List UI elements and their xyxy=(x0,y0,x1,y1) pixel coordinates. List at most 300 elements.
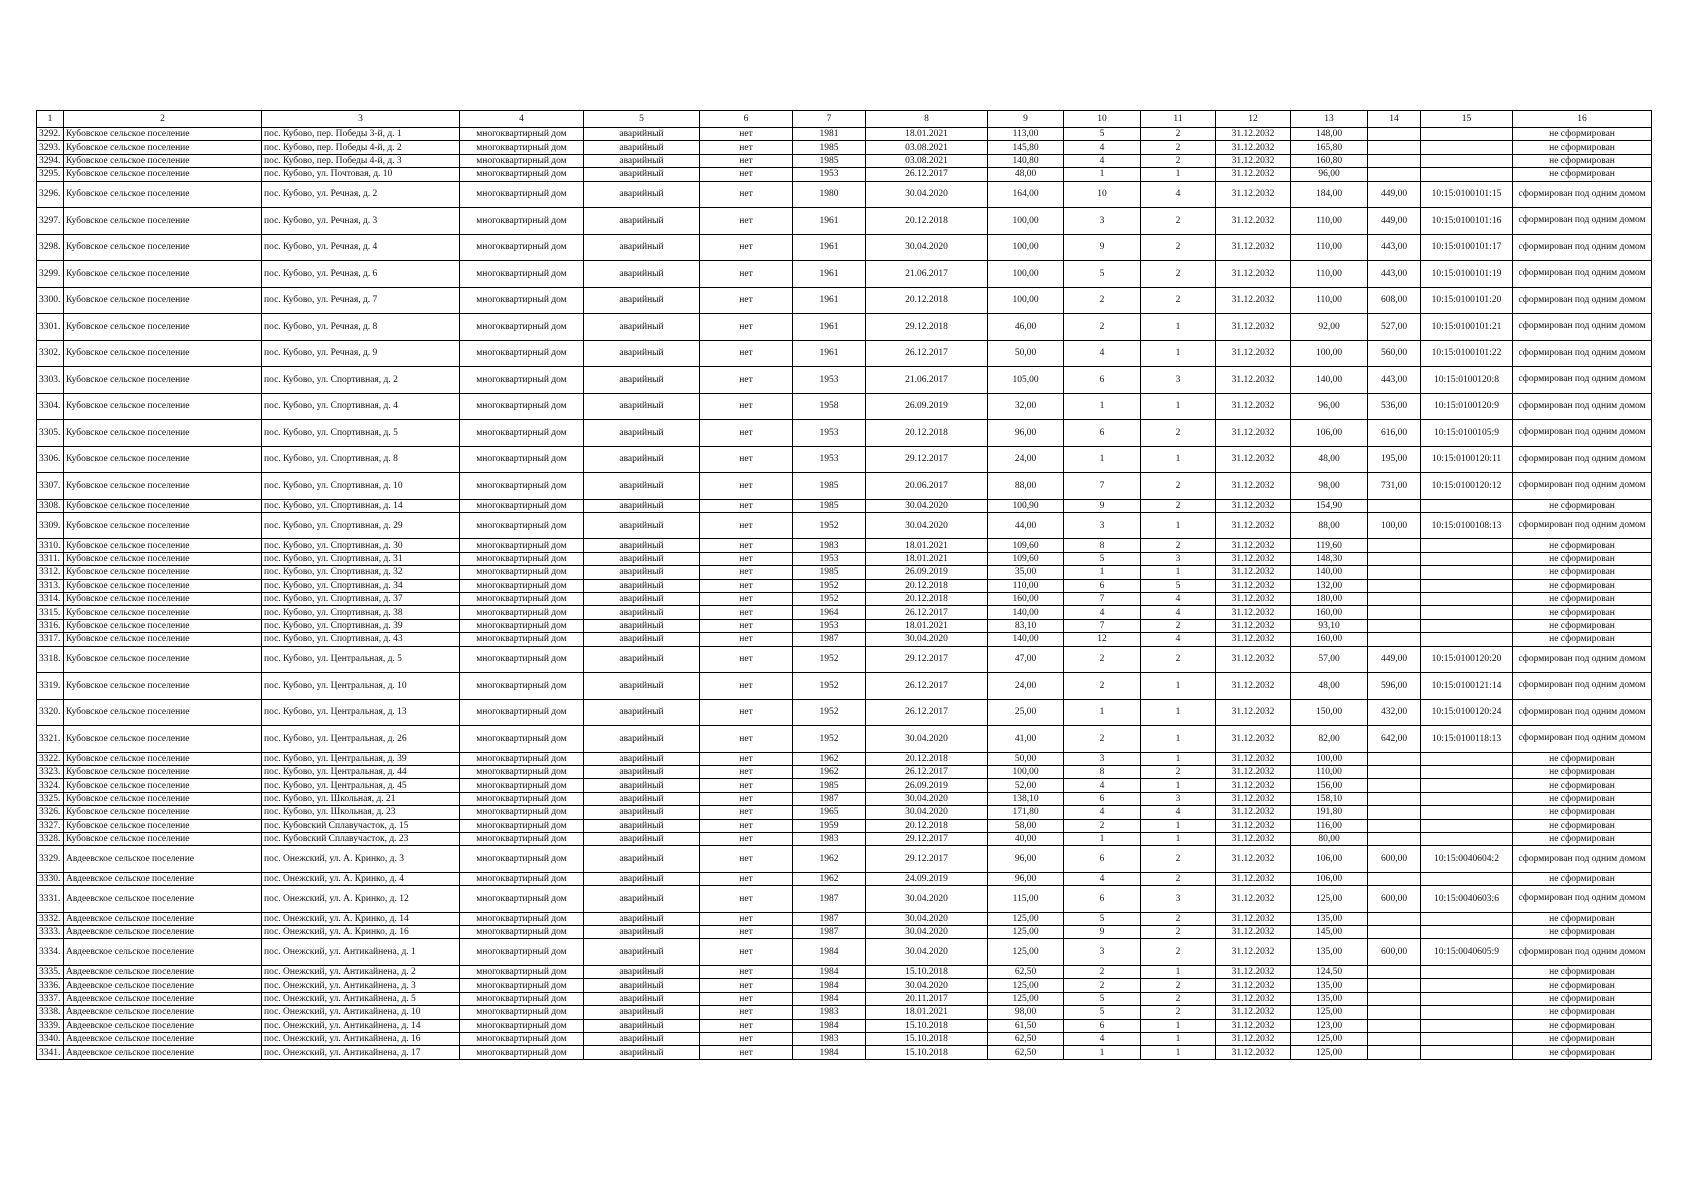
cell-cadastral-number xyxy=(1421,1019,1513,1032)
cell-row-number: 3318. xyxy=(37,646,64,673)
cell-settlement: Кубовское сельское поселение xyxy=(64,208,262,235)
table-row xyxy=(37,579,1652,592)
cell-residents-count: 1 xyxy=(1064,566,1141,579)
cell-settlement: Кубовское сельское поселение xyxy=(64,619,262,632)
cell-recognition-date: 30.04.2020 xyxy=(866,499,988,512)
cell-recognition-date: 26.12.2017 xyxy=(866,673,988,700)
cell-land-area xyxy=(1368,579,1421,592)
cell-address: пос. Онежский, ул. Антикайнена, д. 16 xyxy=(262,1032,460,1045)
cell-premises-count: 1 xyxy=(1141,1019,1216,1032)
cell-resettlement-deadline: 31.12.2032 xyxy=(1216,128,1291,141)
cell-building-type: многоквартирный дом xyxy=(460,566,584,579)
table-row xyxy=(37,872,1652,885)
table-row xyxy=(37,181,1652,208)
cell-building-type: многоквартирный дом xyxy=(460,1046,584,1059)
cell-total-area: 96,00 xyxy=(1291,168,1368,181)
cell-area: 58,00 xyxy=(988,819,1064,832)
cell-premises-count: 4 xyxy=(1141,633,1216,646)
cell-building-type: многоквартирный дом xyxy=(460,234,584,261)
cell-row-number: 3306. xyxy=(37,446,64,473)
cell-recognition-date: 20.12.2018 xyxy=(866,420,988,447)
cell-area: 140,00 xyxy=(988,633,1064,646)
cell-recognition-date: 20.12.2018 xyxy=(866,593,988,606)
cell-premises-count: 1 xyxy=(1141,1032,1216,1045)
cell-total-area: 110,00 xyxy=(1291,765,1368,778)
cell-land-area xyxy=(1368,992,1421,1005)
cell-year-built: 1965 xyxy=(793,806,866,819)
cell-recognition-date: 30.04.2020 xyxy=(866,726,988,753)
cell-condition: аварийный xyxy=(584,726,700,753)
cell-total-area: 156,00 xyxy=(1291,779,1368,792)
table-row xyxy=(37,593,1652,606)
cell-building-type: многоквартирный дом xyxy=(460,886,584,913)
cell-condition: аварийный xyxy=(584,539,700,552)
cell-year-built: 1985 xyxy=(793,779,866,792)
cell-area: 164,00 xyxy=(988,181,1064,208)
cell-land-plot-status: сформирован под одним домом xyxy=(1513,473,1652,500)
cell-building-type: многоквартирный дом xyxy=(460,181,584,208)
table-row xyxy=(37,446,1652,473)
cell-condition: аварийный xyxy=(584,926,700,939)
cell-area: 62,50 xyxy=(988,965,1064,978)
cell-row-number: 3313. xyxy=(37,579,64,592)
cell-land-area: 449,00 xyxy=(1368,181,1421,208)
cell-recognition-date: 26.12.2017 xyxy=(866,606,988,619)
cell-year-built: 1952 xyxy=(793,593,866,606)
cell-total-area: 106,00 xyxy=(1291,420,1368,447)
cell-residents-count: 5 xyxy=(1064,128,1141,141)
cell-building-type: многоквартирный дом xyxy=(460,473,584,500)
cell-area: 25,00 xyxy=(988,699,1064,726)
cell-land-plot-status: не сформирован xyxy=(1513,1032,1652,1045)
table-row xyxy=(37,473,1652,500)
table-row xyxy=(37,234,1652,261)
table-row xyxy=(37,779,1652,792)
cell-recognition-date: 26.12.2017 xyxy=(866,765,988,778)
cell-building-type: многоквартирный дом xyxy=(460,646,584,673)
cell-land-plot-status: не сформирован xyxy=(1513,1019,1652,1032)
cell-total-area: 80,00 xyxy=(1291,832,1368,845)
cell-year-built: 1981 xyxy=(793,128,866,141)
cell-area: 100,00 xyxy=(988,765,1064,778)
cell-resettlement-deadline: 31.12.2032 xyxy=(1216,314,1291,341)
cell-address: пос. Онежский, ул. А. Кринко, д. 3 xyxy=(262,846,460,873)
cell-year-built: 1962 xyxy=(793,752,866,765)
cell-demolition-flag: нет xyxy=(700,699,793,726)
cell-year-built: 1962 xyxy=(793,872,866,885)
cell-settlement: Кубовское сельское поселение xyxy=(64,499,262,512)
cell-condition: аварийный xyxy=(584,168,700,181)
cell-row-number: 3332. xyxy=(37,912,64,925)
cell-settlement: Кубовское сельское поселение xyxy=(64,420,262,447)
cell-residents-count: 6 xyxy=(1064,367,1141,394)
cell-row-number: 3329. xyxy=(37,846,64,873)
cell-area: 96,00 xyxy=(988,846,1064,873)
cell-residents-count: 1 xyxy=(1064,832,1141,845)
cell-year-built: 1953 xyxy=(793,552,866,565)
cell-condition: аварийный xyxy=(584,579,700,592)
cell-residents-count: 1 xyxy=(1064,699,1141,726)
table-row xyxy=(37,846,1652,873)
cell-premises-count: 2 xyxy=(1141,154,1216,167)
cell-residents-count: 4 xyxy=(1064,872,1141,885)
cell-land-plot-status: сформирован под одним домом xyxy=(1513,287,1652,314)
cell-recognition-date: 03.08.2021 xyxy=(866,154,988,167)
cell-area: 61,50 xyxy=(988,1019,1064,1032)
cell-premises-count: 2 xyxy=(1141,646,1216,673)
cell-building-type: многоквартирный дом xyxy=(460,939,584,966)
cell-year-built: 1953 xyxy=(793,446,866,473)
cell-address: пос. Кубово, ул. Спортивная, д. 32 xyxy=(262,566,460,579)
cell-year-built: 1953 xyxy=(793,619,866,632)
cell-demolition-flag: нет xyxy=(700,1006,793,1019)
cell-total-area: 160,00 xyxy=(1291,633,1368,646)
cell-cadastral-number xyxy=(1421,765,1513,778)
cell-residents-count: 1 xyxy=(1064,168,1141,181)
cell-address: пос. Кубово, ул. Речная, д. 7 xyxy=(262,287,460,314)
cell-demolition-flag: нет xyxy=(700,939,793,966)
cell-land-area xyxy=(1368,619,1421,632)
cell-total-area: 158,10 xyxy=(1291,792,1368,805)
cell-address: пос. Кубово, ул. Спортивная, д. 14 xyxy=(262,499,460,512)
cell-settlement: Кубовское сельское поселение xyxy=(64,765,262,778)
cell-land-plot-status: не сформирован xyxy=(1513,154,1652,167)
cell-total-area: 48,00 xyxy=(1291,446,1368,473)
cell-address: пос. Кубово, ул. Центральная, д. 44 xyxy=(262,765,460,778)
cell-land-plot-status: сформирован под одним домом xyxy=(1513,446,1652,473)
cell-area: 83,10 xyxy=(988,619,1064,632)
table-body xyxy=(37,128,1652,1060)
cell-cadastral-number xyxy=(1421,606,1513,619)
table-row xyxy=(37,314,1652,341)
cell-condition: аварийный xyxy=(584,979,700,992)
cell-area: 48,00 xyxy=(988,168,1064,181)
cell-land-area xyxy=(1368,539,1421,552)
cell-residents-count: 5 xyxy=(1064,261,1141,288)
cell-demolition-flag: нет xyxy=(700,992,793,1005)
cell-residents-count: 3 xyxy=(1064,512,1141,539)
table-row xyxy=(37,939,1652,966)
cell-resettlement-deadline: 31.12.2032 xyxy=(1216,912,1291,925)
cell-row-number: 3309. xyxy=(37,512,64,539)
table-row xyxy=(37,539,1652,552)
cell-demolition-flag: нет xyxy=(700,579,793,592)
cell-settlement: Кубовское сельское поселение xyxy=(64,752,262,765)
table-row xyxy=(37,926,1652,939)
cell-land-plot-status: сформирован под одним домом xyxy=(1513,181,1652,208)
cell-premises-count: 3 xyxy=(1141,367,1216,394)
cell-row-number: 3310. xyxy=(37,539,64,552)
cell-year-built: 1952 xyxy=(793,699,866,726)
cell-row-number: 3305. xyxy=(37,420,64,447)
cell-year-built: 1984 xyxy=(793,939,866,966)
table-row xyxy=(37,965,1652,978)
cell-premises-count: 1 xyxy=(1141,752,1216,765)
cell-cadastral-number xyxy=(1421,566,1513,579)
cell-total-area: 57,00 xyxy=(1291,646,1368,673)
cell-total-area: 123,00 xyxy=(1291,1019,1368,1032)
table-row xyxy=(37,726,1652,753)
cell-land-plot-status: сформирован под одним домом xyxy=(1513,234,1652,261)
cell-area: 100,00 xyxy=(988,208,1064,235)
table-row xyxy=(37,886,1652,913)
cell-resettlement-deadline: 31.12.2032 xyxy=(1216,287,1291,314)
cell-premises-count: 1 xyxy=(1141,819,1216,832)
cell-land-plot-status: не сформирован xyxy=(1513,832,1652,845)
cell-premises-count: 2 xyxy=(1141,499,1216,512)
cell-premises-count: 1 xyxy=(1141,340,1216,367)
cell-total-area: 124,50 xyxy=(1291,965,1368,978)
cell-building-type: многоквартирный дом xyxy=(460,806,584,819)
cell-demolition-flag: нет xyxy=(700,846,793,873)
cell-demolition-flag: нет xyxy=(700,168,793,181)
cell-recognition-date: 21.06.2017 xyxy=(866,261,988,288)
cell-land-plot-status: сформирован под одним домом xyxy=(1513,393,1652,420)
cell-settlement: Кубовское сельское поселение xyxy=(64,128,262,141)
cell-resettlement-deadline: 31.12.2032 xyxy=(1216,539,1291,552)
cell-address: пос. Кубово, ул. Спортивная, д. 34 xyxy=(262,579,460,592)
table-row xyxy=(37,979,1652,992)
cell-condition: аварийный xyxy=(584,792,700,805)
column-header-7: 7 xyxy=(793,111,866,128)
cell-area: 109,60 xyxy=(988,552,1064,565)
cell-resettlement-deadline: 31.12.2032 xyxy=(1216,939,1291,966)
cell-premises-count: 4 xyxy=(1141,181,1216,208)
cell-row-number: 3308. xyxy=(37,499,64,512)
cell-recognition-date: 30.04.2020 xyxy=(866,939,988,966)
cell-building-type: многоквартирный дом xyxy=(460,699,584,726)
cell-residents-count: 6 xyxy=(1064,886,1141,913)
cell-row-number: 3298. xyxy=(37,234,64,261)
cell-residents-count: 2 xyxy=(1064,673,1141,700)
cell-demolition-flag: нет xyxy=(700,261,793,288)
cell-premises-count: 2 xyxy=(1141,261,1216,288)
cell-land-area xyxy=(1368,633,1421,646)
cell-condition: аварийный xyxy=(584,512,700,539)
table-row xyxy=(37,673,1652,700)
cell-cadastral-number: 10:15:0100121:14 xyxy=(1421,673,1513,700)
cell-year-built: 1985 xyxy=(793,566,866,579)
cell-premises-count: 2 xyxy=(1141,846,1216,873)
cell-land-plot-status: не сформирован xyxy=(1513,752,1652,765)
cell-condition: аварийный xyxy=(584,340,700,367)
cell-residents-count: 4 xyxy=(1064,154,1141,167)
cell-demolition-flag: нет xyxy=(700,792,793,805)
cell-land-plot-status: не сформирован xyxy=(1513,593,1652,606)
cell-land-area xyxy=(1368,806,1421,819)
cell-cadastral-number xyxy=(1421,619,1513,632)
cell-recognition-date: 26.09.2019 xyxy=(866,779,988,792)
table-row xyxy=(37,499,1652,512)
cell-condition: аварийный xyxy=(584,566,700,579)
cell-recognition-date: 29.12.2017 xyxy=(866,646,988,673)
cell-recognition-date: 15.10.2018 xyxy=(866,1019,988,1032)
cell-building-type: многоквартирный дом xyxy=(460,420,584,447)
cell-land-plot-status: не сформирован xyxy=(1513,141,1652,154)
cell-building-type: многоквартирный дом xyxy=(460,287,584,314)
cell-land-plot-status: не сформирован xyxy=(1513,539,1652,552)
cell-land-area xyxy=(1368,979,1421,992)
cell-total-area: 106,00 xyxy=(1291,872,1368,885)
cell-address: пос. Кубово, ул. Спортивная, д. 10 xyxy=(262,473,460,500)
cell-cadastral-number: 10:15:0040605:9 xyxy=(1421,939,1513,966)
table-row xyxy=(37,792,1652,805)
cell-demolition-flag: нет xyxy=(700,912,793,925)
cell-land-plot-status: сформирован под одним домом xyxy=(1513,939,1652,966)
cell-resettlement-deadline: 31.12.2032 xyxy=(1216,446,1291,473)
cell-settlement: Кубовское сельское поселение xyxy=(64,593,262,606)
cell-building-type: многоквартирный дом xyxy=(460,752,584,765)
cell-land-plot-status: не сформирован xyxy=(1513,579,1652,592)
cell-premises-count: 1 xyxy=(1141,832,1216,845)
cell-resettlement-deadline: 31.12.2032 xyxy=(1216,168,1291,181)
cell-cadastral-number xyxy=(1421,499,1513,512)
cell-address: пос. Онежский, ул. А. Кринко, д. 14 xyxy=(262,912,460,925)
cell-row-number: 3311. xyxy=(37,552,64,565)
cell-resettlement-deadline: 31.12.2032 xyxy=(1216,141,1291,154)
cell-cadastral-number xyxy=(1421,1032,1513,1045)
cell-area: 125,00 xyxy=(988,926,1064,939)
column-header-15: 15 xyxy=(1421,111,1513,128)
cell-total-area: 119,60 xyxy=(1291,539,1368,552)
cell-land-area: 560,00 xyxy=(1368,340,1421,367)
cell-building-type: многоквартирный дом xyxy=(460,154,584,167)
cell-condition: аварийный xyxy=(584,779,700,792)
cell-land-plot-status: не сформирован xyxy=(1513,606,1652,619)
cell-year-built: 1985 xyxy=(793,473,866,500)
cell-year-built: 1952 xyxy=(793,579,866,592)
cell-address: пос. Кубово, ул. Спортивная, д. 8 xyxy=(262,446,460,473)
cell-land-area xyxy=(1368,593,1421,606)
cell-premises-count: 1 xyxy=(1141,446,1216,473)
cell-address: пос. Кубово, ул. Спортивная, д. 31 xyxy=(262,552,460,565)
cell-recognition-date: 18.01.2021 xyxy=(866,539,988,552)
table-row xyxy=(37,1046,1652,1059)
cell-land-area: 731,00 xyxy=(1368,473,1421,500)
cell-cadastral-number: 10:15:0100108:13 xyxy=(1421,512,1513,539)
cell-settlement: Кубовское сельское поселение xyxy=(64,646,262,673)
cell-condition: аварийный xyxy=(584,992,700,1005)
cell-demolition-flag: нет xyxy=(700,181,793,208)
cell-row-number: 3304. xyxy=(37,393,64,420)
table-row xyxy=(37,420,1652,447)
cell-row-number: 3296. xyxy=(37,181,64,208)
cell-recognition-date: 18.01.2021 xyxy=(866,619,988,632)
cell-land-plot-status: не сформирован xyxy=(1513,792,1652,805)
cell-land-plot-status: сформирован под одним домом xyxy=(1513,699,1652,726)
cell-recognition-date: 26.12.2017 xyxy=(866,340,988,367)
cell-condition: аварийный xyxy=(584,128,700,141)
cell-land-area: 600,00 xyxy=(1368,846,1421,873)
cell-resettlement-deadline: 31.12.2032 xyxy=(1216,752,1291,765)
cell-recognition-date: 26.12.2017 xyxy=(866,168,988,181)
table-row xyxy=(37,287,1652,314)
cell-land-area: 449,00 xyxy=(1368,646,1421,673)
cell-resettlement-deadline: 31.12.2032 xyxy=(1216,1046,1291,1059)
table-row xyxy=(37,752,1652,765)
cell-total-area: 106,00 xyxy=(1291,846,1368,873)
cell-building-type: многоквартирный дом xyxy=(460,673,584,700)
cell-land-plot-status: не сформирован xyxy=(1513,566,1652,579)
cell-cadastral-number xyxy=(1421,872,1513,885)
cell-cadastral-number: 10:15:0100101:19 xyxy=(1421,261,1513,288)
cell-condition: аварийный xyxy=(584,819,700,832)
cell-year-built: 1984 xyxy=(793,992,866,1005)
cell-condition: аварийный xyxy=(584,367,700,394)
cell-condition: аварийный xyxy=(584,646,700,673)
cell-year-built: 1983 xyxy=(793,539,866,552)
cell-premises-count: 2 xyxy=(1141,287,1216,314)
cell-total-area: 165,80 xyxy=(1291,141,1368,154)
column-header-9: 9 xyxy=(988,111,1064,128)
cell-demolition-flag: нет xyxy=(700,633,793,646)
cell-demolition-flag: нет xyxy=(700,726,793,753)
cell-row-number: 3327. xyxy=(37,819,64,832)
cell-row-number: 3294. xyxy=(37,154,64,167)
cell-address: пос. Кубово, ул. Центральная, д. 39 xyxy=(262,752,460,765)
cell-total-area: 96,00 xyxy=(1291,393,1368,420)
cell-settlement: Авдеевское сельское поселение xyxy=(64,1046,262,1059)
cell-resettlement-deadline: 31.12.2032 xyxy=(1216,208,1291,235)
cell-year-built: 1980 xyxy=(793,181,866,208)
cell-total-area: 154,90 xyxy=(1291,499,1368,512)
cell-land-area xyxy=(1368,1032,1421,1045)
cell-land-plot-status: сформирован под одним домом xyxy=(1513,340,1652,367)
cell-recognition-date: 30.04.2020 xyxy=(866,979,988,992)
cell-premises-count: 3 xyxy=(1141,792,1216,805)
cell-row-number: 3340. xyxy=(37,1032,64,1045)
cell-total-area: 148,30 xyxy=(1291,552,1368,565)
cell-cadastral-number: 10:15:0100101:15 xyxy=(1421,181,1513,208)
table-row xyxy=(37,261,1652,288)
cell-demolition-flag: нет xyxy=(700,979,793,992)
cell-demolition-flag: нет xyxy=(700,539,793,552)
table-row xyxy=(37,154,1652,167)
cell-row-number: 3312. xyxy=(37,566,64,579)
cell-address: пос. Кубово, ул. Центральная, д. 45 xyxy=(262,779,460,792)
cell-row-number: 3326. xyxy=(37,806,64,819)
cell-demolition-flag: нет xyxy=(700,832,793,845)
cell-year-built: 1958 xyxy=(793,393,866,420)
cell-area: 105,00 xyxy=(988,367,1064,394)
cell-resettlement-deadline: 31.12.2032 xyxy=(1216,646,1291,673)
cell-total-area: 82,00 xyxy=(1291,726,1368,753)
cell-settlement: Кубовское сельское поселение xyxy=(64,606,262,619)
cell-cadastral-number xyxy=(1421,806,1513,819)
cell-resettlement-deadline: 31.12.2032 xyxy=(1216,593,1291,606)
cell-condition: аварийный xyxy=(584,1032,700,1045)
cell-premises-count: 2 xyxy=(1141,992,1216,1005)
cell-year-built: 1984 xyxy=(793,1046,866,1059)
table-row xyxy=(37,208,1652,235)
cell-land-area xyxy=(1368,552,1421,565)
cell-row-number: 3339. xyxy=(37,1019,64,1032)
cell-row-number: 3333. xyxy=(37,926,64,939)
cell-year-built: 1962 xyxy=(793,765,866,778)
cell-residents-count: 4 xyxy=(1064,1032,1141,1045)
cell-address: пос. Кубовский Сплавучасток, д. 23 xyxy=(262,832,460,845)
cell-cadastral-number xyxy=(1421,552,1513,565)
table-row xyxy=(37,606,1652,619)
cell-resettlement-deadline: 31.12.2032 xyxy=(1216,154,1291,167)
cell-address: пос. Кубово, ул. Почтовая, д. 10 xyxy=(262,168,460,181)
cell-condition: аварийный xyxy=(584,314,700,341)
cell-row-number: 3317. xyxy=(37,633,64,646)
cell-cadastral-number xyxy=(1421,154,1513,167)
column-header-8: 8 xyxy=(866,111,988,128)
cell-address: пос. Кубово, ул. Речная, д. 2 xyxy=(262,181,460,208)
cell-land-area xyxy=(1368,792,1421,805)
